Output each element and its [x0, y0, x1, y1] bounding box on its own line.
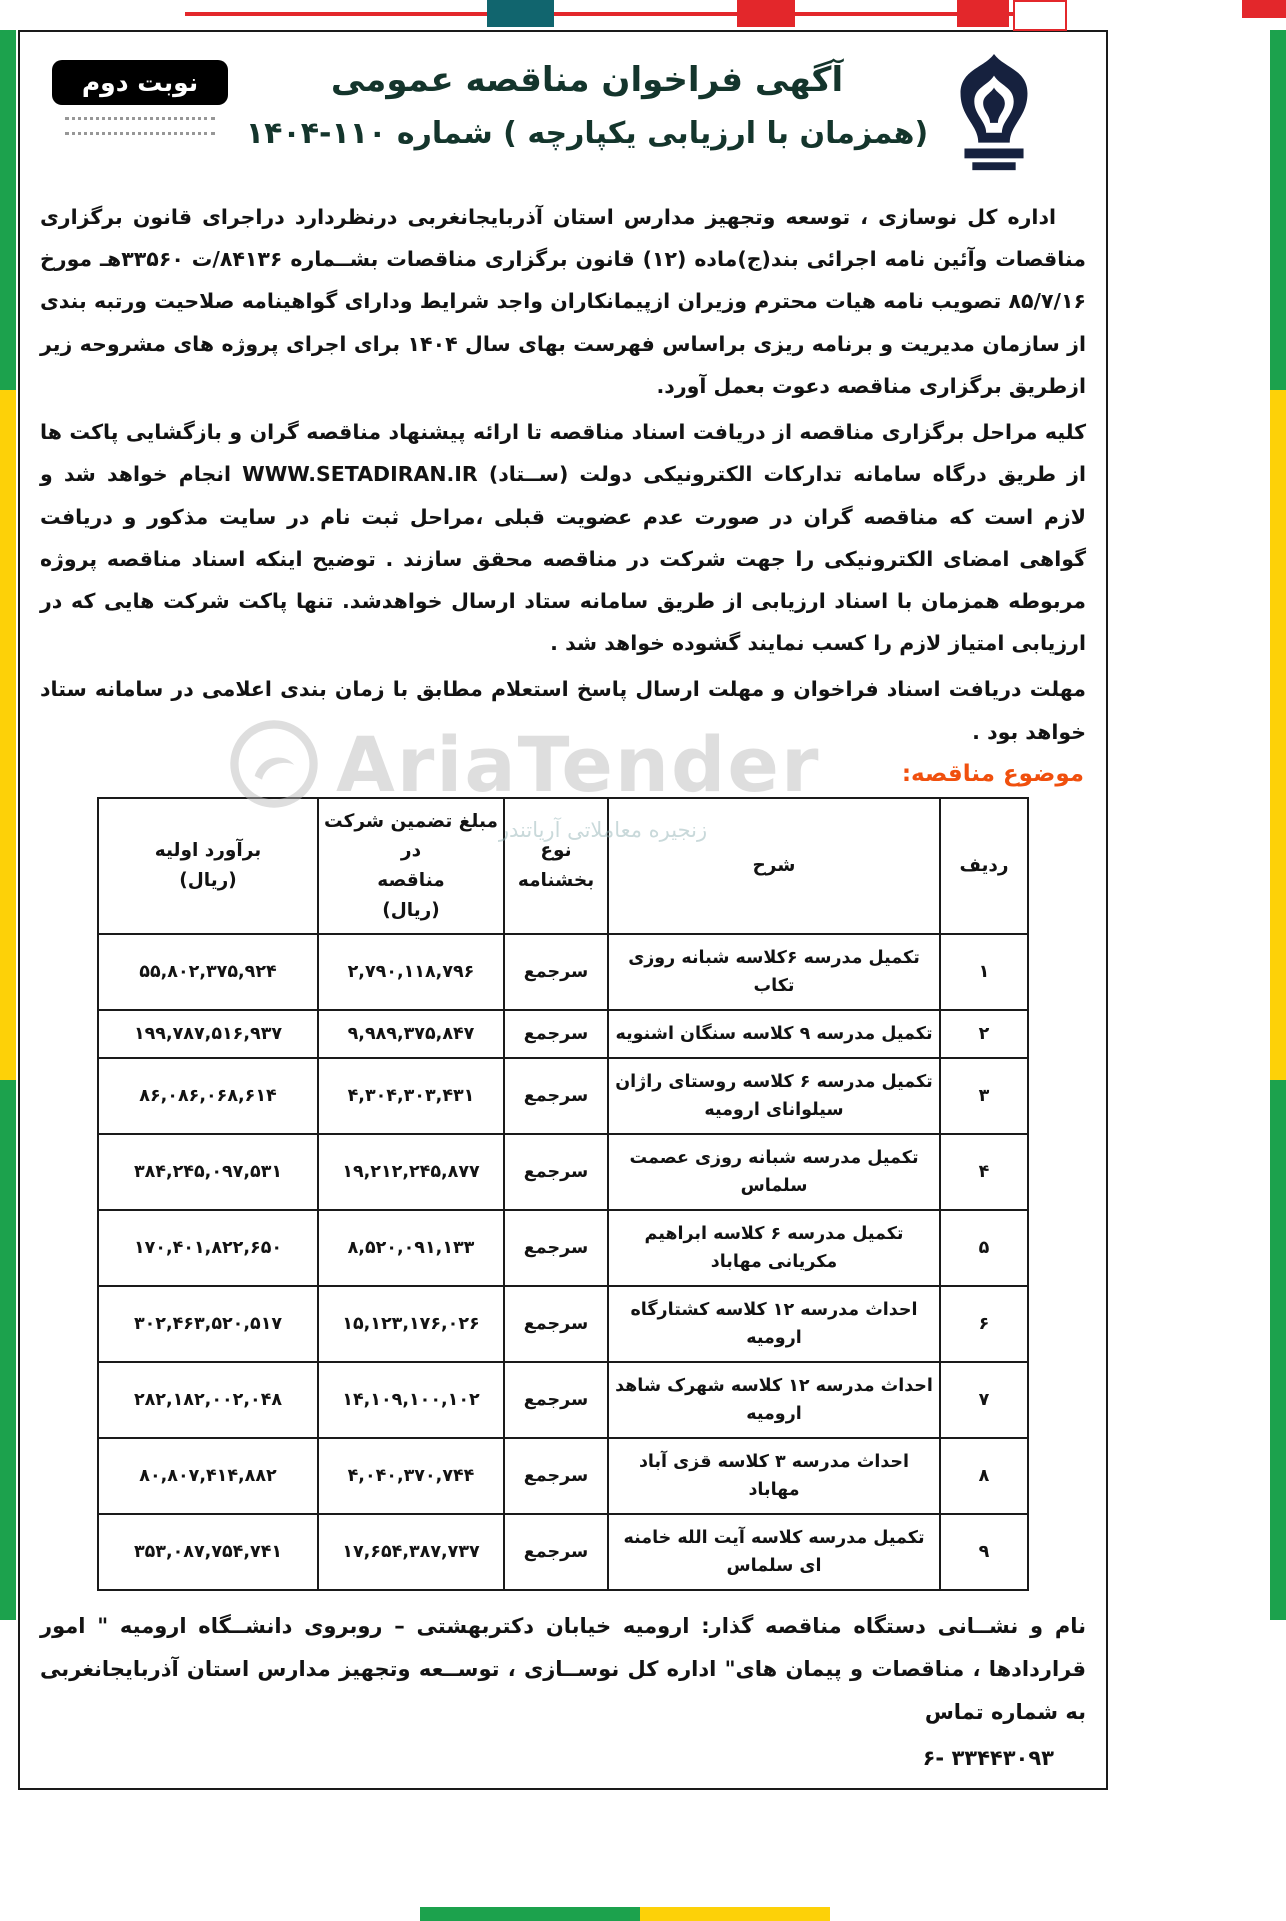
badge-dotted-line	[65, 120, 215, 135]
header-red-button-2[interactable]	[957, 0, 1009, 27]
cell-description: تکمیل مدرسه ۶کلاسه شبانه روزی تکاب	[608, 934, 940, 1010]
table-row	[98, 1134, 1028, 1210]
cell-directive-type: سرجمع	[504, 1514, 608, 1590]
contracting-authority-address: نام و نشــانی دستگاه مناقصه گذار: ارومیه خیابان دکتربهشتی – روبروی دانشــگاه ارومیه " امور قراردادها ، مناقصات و پیمان های" اداره کل نوســازی ، توســعه وتجهیز مدارس استان آذربایجانغربی به شماره تماس	[40, 1614, 1086, 1725]
table-row	[98, 1010, 1028, 1058]
frame-left-strip	[0, 30, 16, 1620]
header-red-button[interactable]	[737, 0, 795, 27]
frame-right-strip	[1270, 30, 1286, 1620]
notice-round-badge: نوبت دوم	[52, 60, 228, 105]
cell-initial-estimate: ۵۵,۸۰۲,۳۷۵,۹۲۴	[98, 934, 318, 1010]
cell-row-number: ۷	[940, 1362, 1028, 1438]
table-row	[98, 1514, 1028, 1590]
cell-guarantee-amount: ۸,۵۲۰,۰۹۱,۱۳۳	[318, 1210, 504, 1286]
cell-initial-estimate: ۲۸۲,۱۸۲,۰۰۲,۰۴۸	[98, 1362, 318, 1438]
cell-description: احداث مدرسه ۱۲ کلاسه کشتارگاه ارومیه	[608, 1286, 940, 1362]
cell-directive-type: سرجمع	[504, 1362, 608, 1438]
tender-title: آگهی فراخوان مناقصه عمومی	[330, 60, 844, 100]
organization-emblem-icon	[934, 48, 1044, 184]
cell-row-number: ۹	[940, 1514, 1028, 1590]
cell-initial-estimate: ۸۰,۸۰۷,۴۱۴,۸۸۲	[98, 1438, 318, 1514]
header-teal-button[interactable]	[487, 0, 554, 27]
browser-header-strip	[0, 0, 1286, 30]
cell-guarantee-amount: ۹,۹۸۹,۳۷۵,۸۴۷	[318, 1010, 504, 1058]
cell-guarantee-amount: ۱۵,۱۲۳,۱۷۶,۰۲۶	[318, 1286, 504, 1362]
tender-paragraph-deadline: مهلت دریافت اسناد فراخوان و مهلت ارسال پاسخ استعلام مطابق با زمان بندی اعلامی در سامانه ستاد خواهد بود .	[40, 677, 1086, 744]
contact-phone: ۳۳۴۴۳۰۹۳ -۶	[922, 1746, 1054, 1771]
cell-initial-estimate: ۳۵۳,۰۸۷,۷۵۴,۷۴۱	[98, 1514, 318, 1590]
cell-directive-type: سرجمع	[504, 1058, 608, 1134]
table-row	[98, 1058, 1028, 1134]
col-header-initial-estimate: برآورد اولیه (ریال)	[98, 798, 318, 934]
cell-directive-type: سرجمع	[504, 934, 608, 1010]
title-block	[240, 48, 934, 151]
tender-subtitle: (همزمان با ارزیابی یکپارچه ) شماره ۱۱۰-۱۴۰۴	[245, 116, 929, 151]
cell-guarantee-amount: ۱۷,۶۵۴,۳۸۷,۷۳۷	[318, 1514, 504, 1590]
tender-paragraph-setad: کلیه مراحل برگزاری مناقصه از دریافت اسناد مناقصه تا ارائه پیشنهاد مناقصه گران و بازگشایی پاکت ها از طریق درگاه سامانه تدارکات الکترونیکی دولت (ســتاد) WWW.SETADIRAN.IR انجام خواهد شد و لازم است که مناقصه گران در صورت عدم عضویت قبلی ،مراحل ثبت نام در سایت مذکور و دریافت گواهی امضای الکترونیکی را جهت شرکت در مناقصه محقق سازند . توضیح اینکه اسناد مناقصه پروژه مربوطه همزمان با اسناد ارزیابی از طریق سامانه ستاد ارسال خواهدشد. تنها پاکت شرکت هایی که در ارزیابی امتیاز لازم را کسب نمایند گشوده خواهد شد .	[40, 420, 1086, 656]
notice-round-block	[40, 48, 240, 135]
frame-segment-green	[0, 1080, 16, 1620]
cell-directive-type: سرجمع	[504, 1134, 608, 1210]
cell-description: تکمیل مدرسه ۶ کلاسه ابراهیم مکریانی مهاباد	[608, 1210, 940, 1286]
cell-description: تکمیل مدرسه ۹ کلاسه سنگان اشنویه	[608, 1010, 940, 1058]
frame-segment-yellow	[0, 390, 16, 1080]
frame-segment-green	[1270, 30, 1286, 390]
table-row	[98, 934, 1028, 1010]
badge-dotted-line	[65, 105, 215, 120]
cell-row-number: ۳	[940, 1058, 1028, 1134]
col-header-directive-type: نوع بخشنامه	[504, 798, 608, 934]
cell-initial-estimate: ۱۹۹,۷۸۷,۵۱۶,۹۳۷	[98, 1010, 318, 1058]
tender-body	[40, 196, 1086, 753]
header-corner-button[interactable]	[1242, 0, 1286, 18]
tender-paragraph-intro: اداره کل نوسازی ، توسعه وتجهیز مدارس استان آذربایجانغربی درنظردارد دراجرای قانون برگزاری مناقصات وآئین نامه اجرائی بند(ج)ماده (۱۲) قانون برگزاری مناقصات بشــماره ۸۴۱۳۶/ت ۳۳۵۶۰هـ مورخ ۸۵/۷/۱۶ تصویب نامه هیات محترم وزیران ازپیمانکاران واجد شرایط ودارای گواهینامه صلاحیت ورتبه بندی از سازمان مدیریت و برنامه ریزی براساس فهرست بهای سال ۱۴۰۴ برای اجرای پروژه های مشروحه زیر ازطریق برگزاری مناقصه دعوت بعمل آورد.	[40, 205, 1086, 398]
watermark-tagline: زنجیره معاملاتی آریاتندر	[498, 818, 708, 842]
table-row	[98, 1286, 1028, 1362]
cell-guarantee-amount: ۱۴,۱۰۹,۱۰۰,۱۰۲	[318, 1362, 504, 1438]
cell-description: تکمیل مدرسه ۶ کلاسه روستای راژان سیلوانای ارومیه	[608, 1058, 940, 1134]
cell-guarantee-amount: ۱۹,۲۱۲,۲۴۵,۸۷۷	[318, 1134, 504, 1210]
col-header-guarantee-amount: مبلغ تضمین شرکت در مناقصه (ریال)	[318, 798, 504, 934]
cell-guarantee-amount: ۴,۰۴۰,۳۷۰,۷۴۴	[318, 1438, 504, 1514]
cell-directive-type: سرجمع	[504, 1286, 608, 1362]
cell-directive-type: سرجمع	[504, 1438, 608, 1514]
cell-row-number: ۶	[940, 1286, 1028, 1362]
frame-bottom-yellow	[640, 1907, 830, 1921]
cell-description: تکمیل مدرسه کلاسه آیت الله خامنه ای سلماس	[608, 1514, 940, 1590]
col-header-description: شرح	[608, 798, 940, 934]
frame-bottom-green	[420, 1907, 640, 1921]
watermark-brand: AriaTender	[336, 719, 821, 809]
cell-directive-type: سرجمع	[504, 1010, 608, 1058]
col-header-row-number: ردیف	[940, 798, 1028, 934]
cell-row-number: ۴	[940, 1134, 1028, 1210]
tender-document	[18, 30, 1108, 1790]
table-header-row	[98, 798, 1028, 934]
cell-row-number: ۸	[940, 1438, 1028, 1514]
cell-description: احداث مدرسه ۳ کلاسه قزی آباد مهاباد	[608, 1438, 940, 1514]
cell-initial-estimate: ۳۰۲,۴۶۳,۵۲۰,۵۱۷	[98, 1286, 318, 1362]
cell-description: احداث مدرسه ۱۲ کلاسه شهرک شاهد ارومیه	[608, 1362, 940, 1438]
frame-segment-green	[1270, 1080, 1286, 1620]
header-divider-line	[185, 12, 1060, 16]
cell-description: تکمیل مدرسه شبانه روزی عصمت سلماس	[608, 1134, 940, 1210]
cell-row-number: ۵	[940, 1210, 1028, 1286]
header-outline-button[interactable]	[1013, 0, 1067, 31]
cell-initial-estimate: ۱۷۰,۴۰۱,۸۲۲,۶۵۰	[98, 1210, 318, 1286]
cell-row-number: ۱	[940, 934, 1028, 1010]
tender-subject-label: موضوع مناقصه:	[901, 760, 1084, 787]
table-row	[98, 1362, 1028, 1438]
cell-guarantee-amount: ۴,۳۰۴,۳۰۳,۴۳۱	[318, 1058, 504, 1134]
cell-guarantee-amount: ۲,۷۹۰,۱۱۸,۷۹۶	[318, 934, 504, 1010]
cell-directive-type: سرجمع	[504, 1210, 608, 1286]
cell-initial-estimate: ۸۶,۰۸۶,۰۶۸,۶۱۴	[98, 1058, 318, 1134]
document-header	[40, 48, 1086, 184]
table-row	[98, 1438, 1028, 1514]
frame-segment-yellow	[1270, 390, 1286, 1080]
tender-items-table	[97, 797, 1029, 1591]
frame-segment-green	[0, 30, 16, 390]
cell-initial-estimate: ۳۸۴,۲۴۵,۰۹۷,۵۳۱	[98, 1134, 318, 1210]
cell-row-number: ۲	[940, 1010, 1028, 1058]
table-row	[98, 1210, 1028, 1286]
